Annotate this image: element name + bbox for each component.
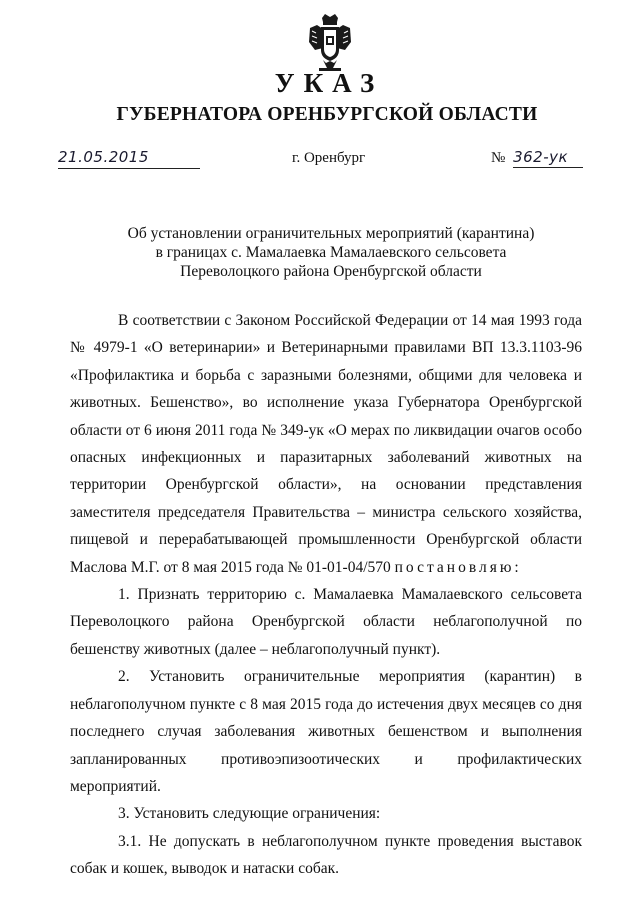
preamble-text: В соответствии с Законом Российской Федерации от 14 мая 1993 года № 4979-1 «О ветеринарии» и Ветеринарными правилами ВП 13.3.1103-96 «Профилактика и борьба с заразными болезнями, общими для человека и животных. Бешенство», во исполнение указа Губернатора Оренбургской области от 6 июня 2011 года № 349-ук «О мерах по ликвидации очагов особо опасных инфекционных и паразитарных заболеваний животных на территории Оренбургской области», на основании представления заместителя председателя Правительства – министра сельского хозяйства, пищевой и перерабатывающей промышленности Оренбургской области Маслова М.Г. от 8 мая 2015 года № 01-01-04/570 [70,312,582,576]
document-title: УКАЗ [274,68,384,98]
decree-body [70,307,582,883]
document-meta-row [0,148,640,178]
item-paragraph: 2. Установить ограничительные мероприятия (карантин) в неблагополучном пункте с 8 мая 2015 года до истечения двух месяцев со дня последнего случая заболевания животных бешенством и выполнения запланированных противоэпизоотических и профилактических мероприятий. [70,668,582,795]
subject-line: Переволоцкого района Оренбургской области [180,263,482,280]
subject-line: Об установлении ограничительных мероприятий (карантина) [127,225,535,242]
decree-number: 362-ук [513,148,569,166]
preamble-paragraph [70,307,582,581]
decree-date: 21.05.2015 [58,148,149,166]
subject-line: в границах с. Мамалаевка Мамалаевского сельсовета [155,244,507,261]
item-paragraph: 1. Признать территорию с. Мамалаевка Мамалаевского сельсовета Переволоцкого района Оренбургской области неблагополучной по бешенству животных (далее – неблагополучный пункт). [70,586,582,658]
decree-subject [0,224,640,281]
decree-word: постановляю: [394,558,522,576]
item-paragraph: 3. Установить следующие ограничения: [118,805,381,823]
number-underline [513,167,583,168]
decree-city: г. Оренбург [292,150,366,166]
item-paragraph: 3.1. Не допускать в неблагополучном пункте проведения выставок собак и кошек, выводок и натаски собак. [70,832,582,878]
decree-number-field [491,148,583,168]
coat-of-arms-emblem [307,14,353,72]
document-subtitle: ГУБЕРНАТОРА ОРЕНБУРГСКОЙ ОБЛАСТИ [116,104,538,125]
decree-date-field [58,148,200,169]
number-sign: № [491,150,506,166]
